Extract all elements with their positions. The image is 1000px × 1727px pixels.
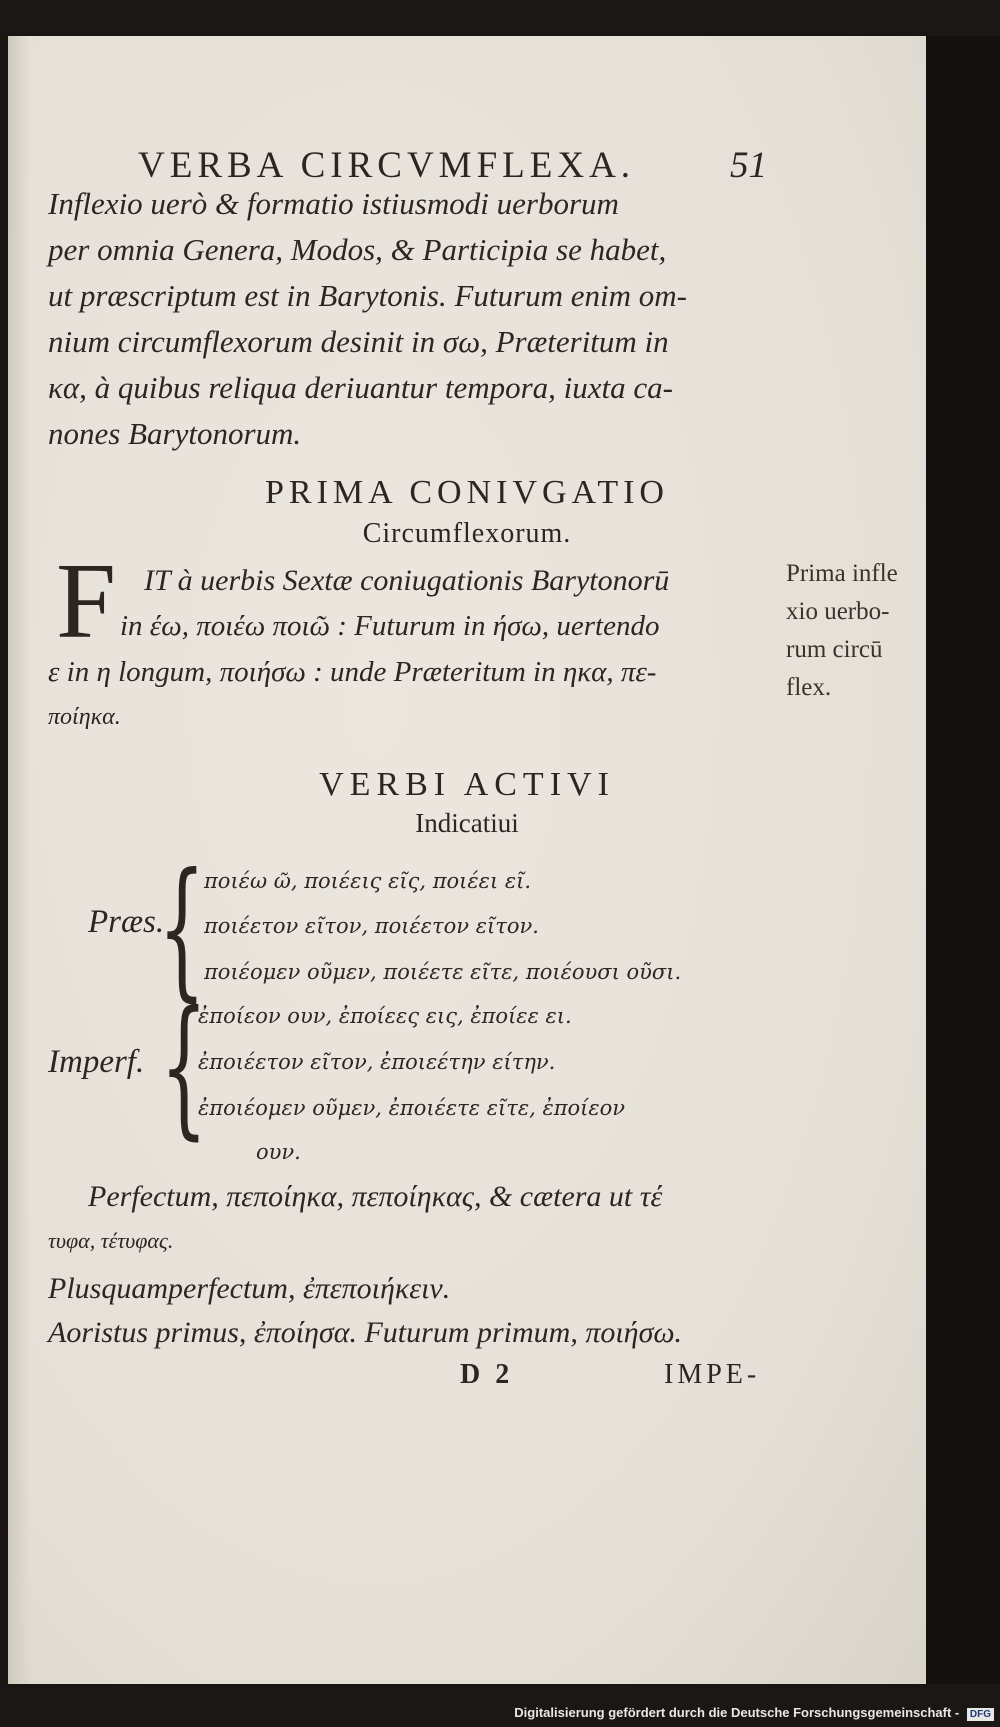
margin-note-line: Prima infle: [786, 560, 898, 587]
plusquamperfect-line: Plusquamperfectum, ἐπεποιήκειν.: [48, 1272, 451, 1305]
intro-line: κα, à quibus reliqua deriuantur tempora, iuxta ca-: [48, 370, 673, 405]
signature-mark: D 2: [460, 1359, 514, 1390]
imperfect-row: ἐποιέομεν οῦμεν, ἐποιέετε εῖτε, ἐποίεον: [198, 1096, 626, 1120]
imperfect-row: ἐποίεον ουν, ἐποίεες εις, ἐποίεε ει.: [198, 1004, 572, 1028]
perfect-line: Perfectum, πεποίηκα, πεποίηκας, & cætera ut τέ: [88, 1180, 663, 1213]
present-row: ποιέω ῶ, ποιέεις εῖς, ποιέει εῖ.: [204, 869, 532, 893]
catchword: IMPE-: [664, 1359, 761, 1390]
present-row: ποιέομεν οῦμεν, ποιέετε εῖτε, ποιέουσι οῦσι.: [204, 960, 682, 984]
rule-line: ποίηκα.: [48, 704, 121, 730]
present-brace: {: [158, 842, 206, 1016]
imperfect-label: Imperf.: [48, 1044, 145, 1080]
book-page: [8, 36, 926, 1684]
verb-heading: VERBI ACTIVI: [319, 766, 615, 803]
rule-line: IT à uerbis Sextæ coniugationis Barytonorū: [144, 564, 670, 597]
scan-background: [926, 36, 1000, 1684]
imperfect-row: ἐποιέετον εῖτον, ἐποιεέτην είτην.: [198, 1050, 556, 1074]
rule-line: in έω, ποιέω ποιῶ : Futurum in ήσω, uertendo: [120, 610, 660, 642]
running-head: VERBA CIRCVMFLEXA.: [138, 145, 636, 186]
present-label: Præs.: [88, 904, 165, 940]
rule-line: ε in η longum, ποιήσω : unde Præteritum in ηκα, πε-: [48, 656, 657, 688]
section-title: PRIMA CONIVGATIO: [265, 474, 669, 511]
margin-note-line: xio uerbo-: [786, 598, 890, 625]
present-row: ποιέετον εῖτον, ποιέετον εῖτον.: [204, 914, 539, 938]
margin-note-line: flex.: [786, 674, 832, 701]
digitization-credit: [514, 1705, 994, 1721]
drop-capital: F: [56, 542, 117, 661]
folio-number: 51: [730, 145, 767, 186]
intro-line: nium circumflexorum desinit in σω, Præteritum in: [48, 324, 669, 359]
margin-note-line: rum circū: [786, 636, 883, 663]
intro-line: Inflexio uerò & formatio istiusmodi uerborum: [48, 186, 619, 221]
aorist-line: Aoristus primus, ἐποίησα. Futurum primum, ποιήσω.: [48, 1316, 683, 1349]
intro-line: nones Barytonorum.: [48, 416, 302, 451]
page-fold-shadow: [8, 36, 30, 1684]
intro-line: ut præscriptum est in Barytonis. Futurum enim om-: [48, 278, 687, 313]
intro-line: per omnia Genera, Modos, & Participia se habet,: [48, 232, 667, 267]
verb-subheading: Indicatiui: [415, 808, 519, 838]
perfect-line-cont: τυφα, τέτυφας.: [48, 1228, 174, 1253]
imperfect-brace: {: [160, 980, 208, 1154]
imperfect-row: ουν.: [256, 1140, 301, 1164]
dfg-logo: DFG: [967, 1708, 994, 1721]
credit-text: Digitalisierung gefördert durch die Deutsche Forschungsgemeinschaft -: [514, 1705, 960, 1720]
section-subtitle: Circumflexorum.: [362, 518, 572, 549]
